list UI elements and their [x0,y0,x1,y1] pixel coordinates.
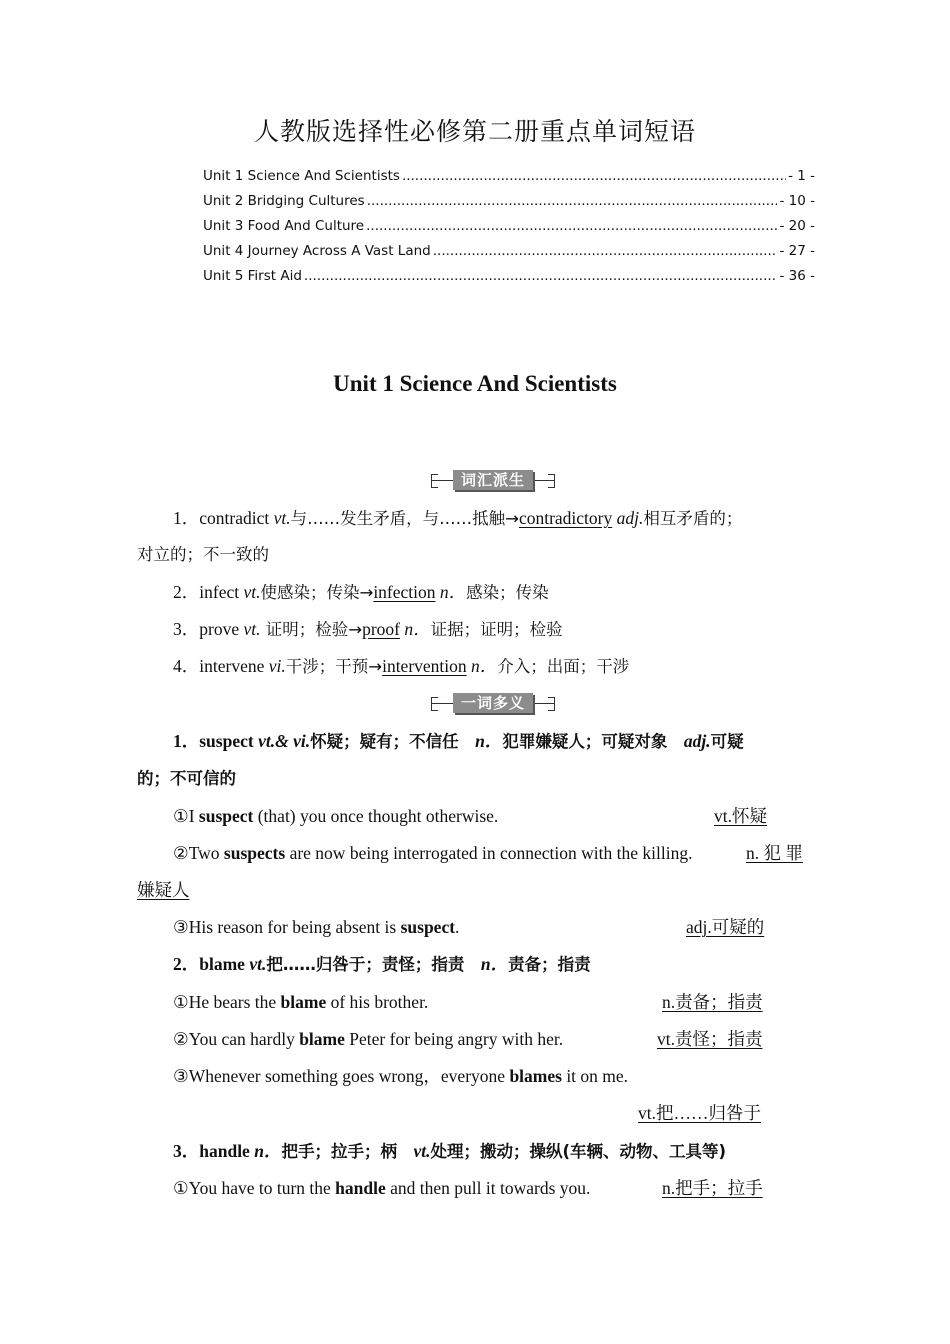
item-number: 4． [173,656,200,676]
example-answer: vt.把……归咎于 [638,1103,761,1123]
example-keyword: suspects [223,843,286,863]
example-text: of his brother. [326,992,429,1012]
item-number: 3． [173,619,200,639]
definition-continuation: 的；不可信的 [137,769,236,788]
toc-leader-dots [366,218,777,234]
example-keyword: handle [335,1178,386,1198]
example-keyword: blame [299,1029,345,1049]
part-of-speech: vt. [243,582,261,602]
derived-word: intervention [382,656,467,676]
toc-entry-label: Unit 2 Bridging Cultures [203,193,365,209]
item-number: 2． [173,582,200,602]
example-sentence [173,1064,853,1088]
toc-leader-dots [402,168,786,184]
part-of-speech: vt. [273,508,291,528]
example-text: (that) you once thought otherwise. [253,806,499,826]
section-heading: 一词多义 [453,693,533,713]
example-answer: n.把手；拉手 [662,1178,763,1198]
toc-entry[interactable] [203,193,815,218]
example-text: ③His reason for being absent is [173,917,401,937]
banner-bracket-right [548,474,555,488]
polysemy-entry-continuation [137,766,817,791]
item-number: 1． [173,731,200,751]
item-number: 3． [173,1141,200,1161]
toc-leader-dots [367,193,778,209]
part-of-speech: vt. [413,1141,431,1161]
part-of-speech: vt.& vi. [253,731,311,751]
toc-entry-label: Unit 5 First Aid [203,268,302,284]
example-answer: n.责备；指责 [662,992,763,1012]
example-keyword: suspect [400,917,456,937]
part-of-speech: n． [480,954,509,974]
toc-entry-label: Unit 1 Science And Scientists [203,168,400,184]
toc-entry-page: - 27 - [779,243,815,259]
headword: contradict [199,508,274,528]
toc-entry-label: Unit 4 Journey Across A Vast Land [203,243,431,259]
derived-word: contradictory [518,508,613,528]
definition: 把手；拉手；柄 [281,1142,414,1161]
definition-continuation: 对立的；不一致的 [137,545,269,564]
banner-bracket-left [431,474,438,488]
derivation-item [173,617,853,642]
polysemy-entry [173,729,853,754]
banner-bracket-right [548,697,555,711]
part-of-speech: vi. [268,656,286,676]
part-of-speech: adj. [683,731,711,751]
derived-word: proof [362,619,400,639]
definition: 责备；指责 [508,955,591,974]
part-of-speech: n． [249,1141,282,1161]
derived-definition: 证据；证明；检验 [430,620,563,639]
derived-part-of-speech: n． [435,582,467,602]
example-answer: vt.怀疑 [714,806,767,826]
section-banner-polysemy [431,692,555,716]
part-of-speech: n． [475,731,503,751]
toc-leader-dots [433,243,778,259]
derived-part-of-speech: adj. [612,508,644,528]
example-keyword: blame [280,992,327,1012]
derived-part-of-speech: n． [466,656,498,676]
derivation-item [173,580,853,605]
definition: 干涉；干预→ [285,657,383,676]
example-answer-continuation: 嫌疑人 [137,880,190,900]
example-keyword: blames [509,1066,562,1086]
definition: 把……归咎于；责怪；指责 [266,955,481,974]
example-keyword: suspect [198,806,254,826]
toc-entry[interactable] [203,168,815,193]
example-text: ①He bears the [173,992,281,1012]
definition: 怀疑；疑有；不信任 [310,732,476,751]
part-of-speech: vt. [244,954,267,974]
example-text: ①You have to turn the [173,1178,336,1198]
toc-entry-page: - 20 - [779,218,815,234]
example-text: are now being interrogated in connection with the killing. [285,843,693,863]
table-of-contents [203,168,815,293]
toc-leader-dots [304,268,778,284]
toc-entry[interactable] [203,268,815,293]
headword: infect [199,582,244,602]
example-answer: vt.责怪；指责 [657,1029,763,1049]
toc-entry[interactable] [203,243,815,268]
example-text: Peter for being angry with her. [344,1029,564,1049]
example-text: ①I [173,806,199,826]
headword: suspect [199,731,254,751]
example-sentence [173,841,747,865]
toc-entry[interactable] [203,218,815,243]
example-answer: adj.可疑的 [686,917,765,937]
polysemy-entry [173,1139,853,1164]
derivation-item [173,654,853,679]
banner-bracket-left [431,697,438,711]
section-heading: 词汇派生 [453,470,533,490]
headword: blame [199,954,245,974]
definition: 可疑 [710,732,744,751]
definition: 使感染；传染→ [260,583,374,602]
definition: 处理；搬动；操纵(车辆、动物、工具等) [430,1142,727,1161]
toc-entry-label: Unit 3 Food And Culture [203,218,365,234]
example-text: ③Whenever something goes wrong，everyone [173,1066,510,1086]
section-banner-derivation [431,469,555,493]
unit-title: Unit 1 Science And Scientists [333,371,617,396]
definition: 犯罪嫌疑人；可疑对象 [502,732,684,751]
headword: intervene [199,656,269,676]
toc-entry-page: - 36 - [779,268,815,284]
derivation-item-continuation [137,542,817,567]
derived-definition: 感染；传染 [466,583,549,602]
item-number: 1． [173,508,200,528]
document-title: 人教版选择性必修第二册重点单词短语 [253,117,696,146]
example-text: . [455,917,460,937]
definition: 与……发生矛盾，与……抵触→ [290,509,519,528]
polysemy-entry [173,952,853,977]
example-answer: n. 犯 罪 [746,843,803,863]
derivation-item [173,506,853,531]
part-of-speech: vt. [243,619,261,639]
example-text: and then pull it towards you. [385,1178,591,1198]
derived-definition: 相互矛盾的； [643,509,743,528]
derived-definition: 介入；出面；干涉 [497,657,630,676]
headword: prove [199,619,244,639]
toc-entry-page: - 1 - [788,168,815,184]
example-text: ②You can hardly [173,1029,300,1049]
derived-part-of-speech: n． [399,619,431,639]
item-number: 2． [173,954,200,974]
toc-entry-page: - 10 - [779,193,815,209]
derived-word: infection [373,582,436,602]
example-text: ②Two [173,843,224,863]
definition: 证明；检验→ [260,620,363,639]
example-text: it on me. [561,1066,629,1086]
headword: handle [199,1141,250,1161]
